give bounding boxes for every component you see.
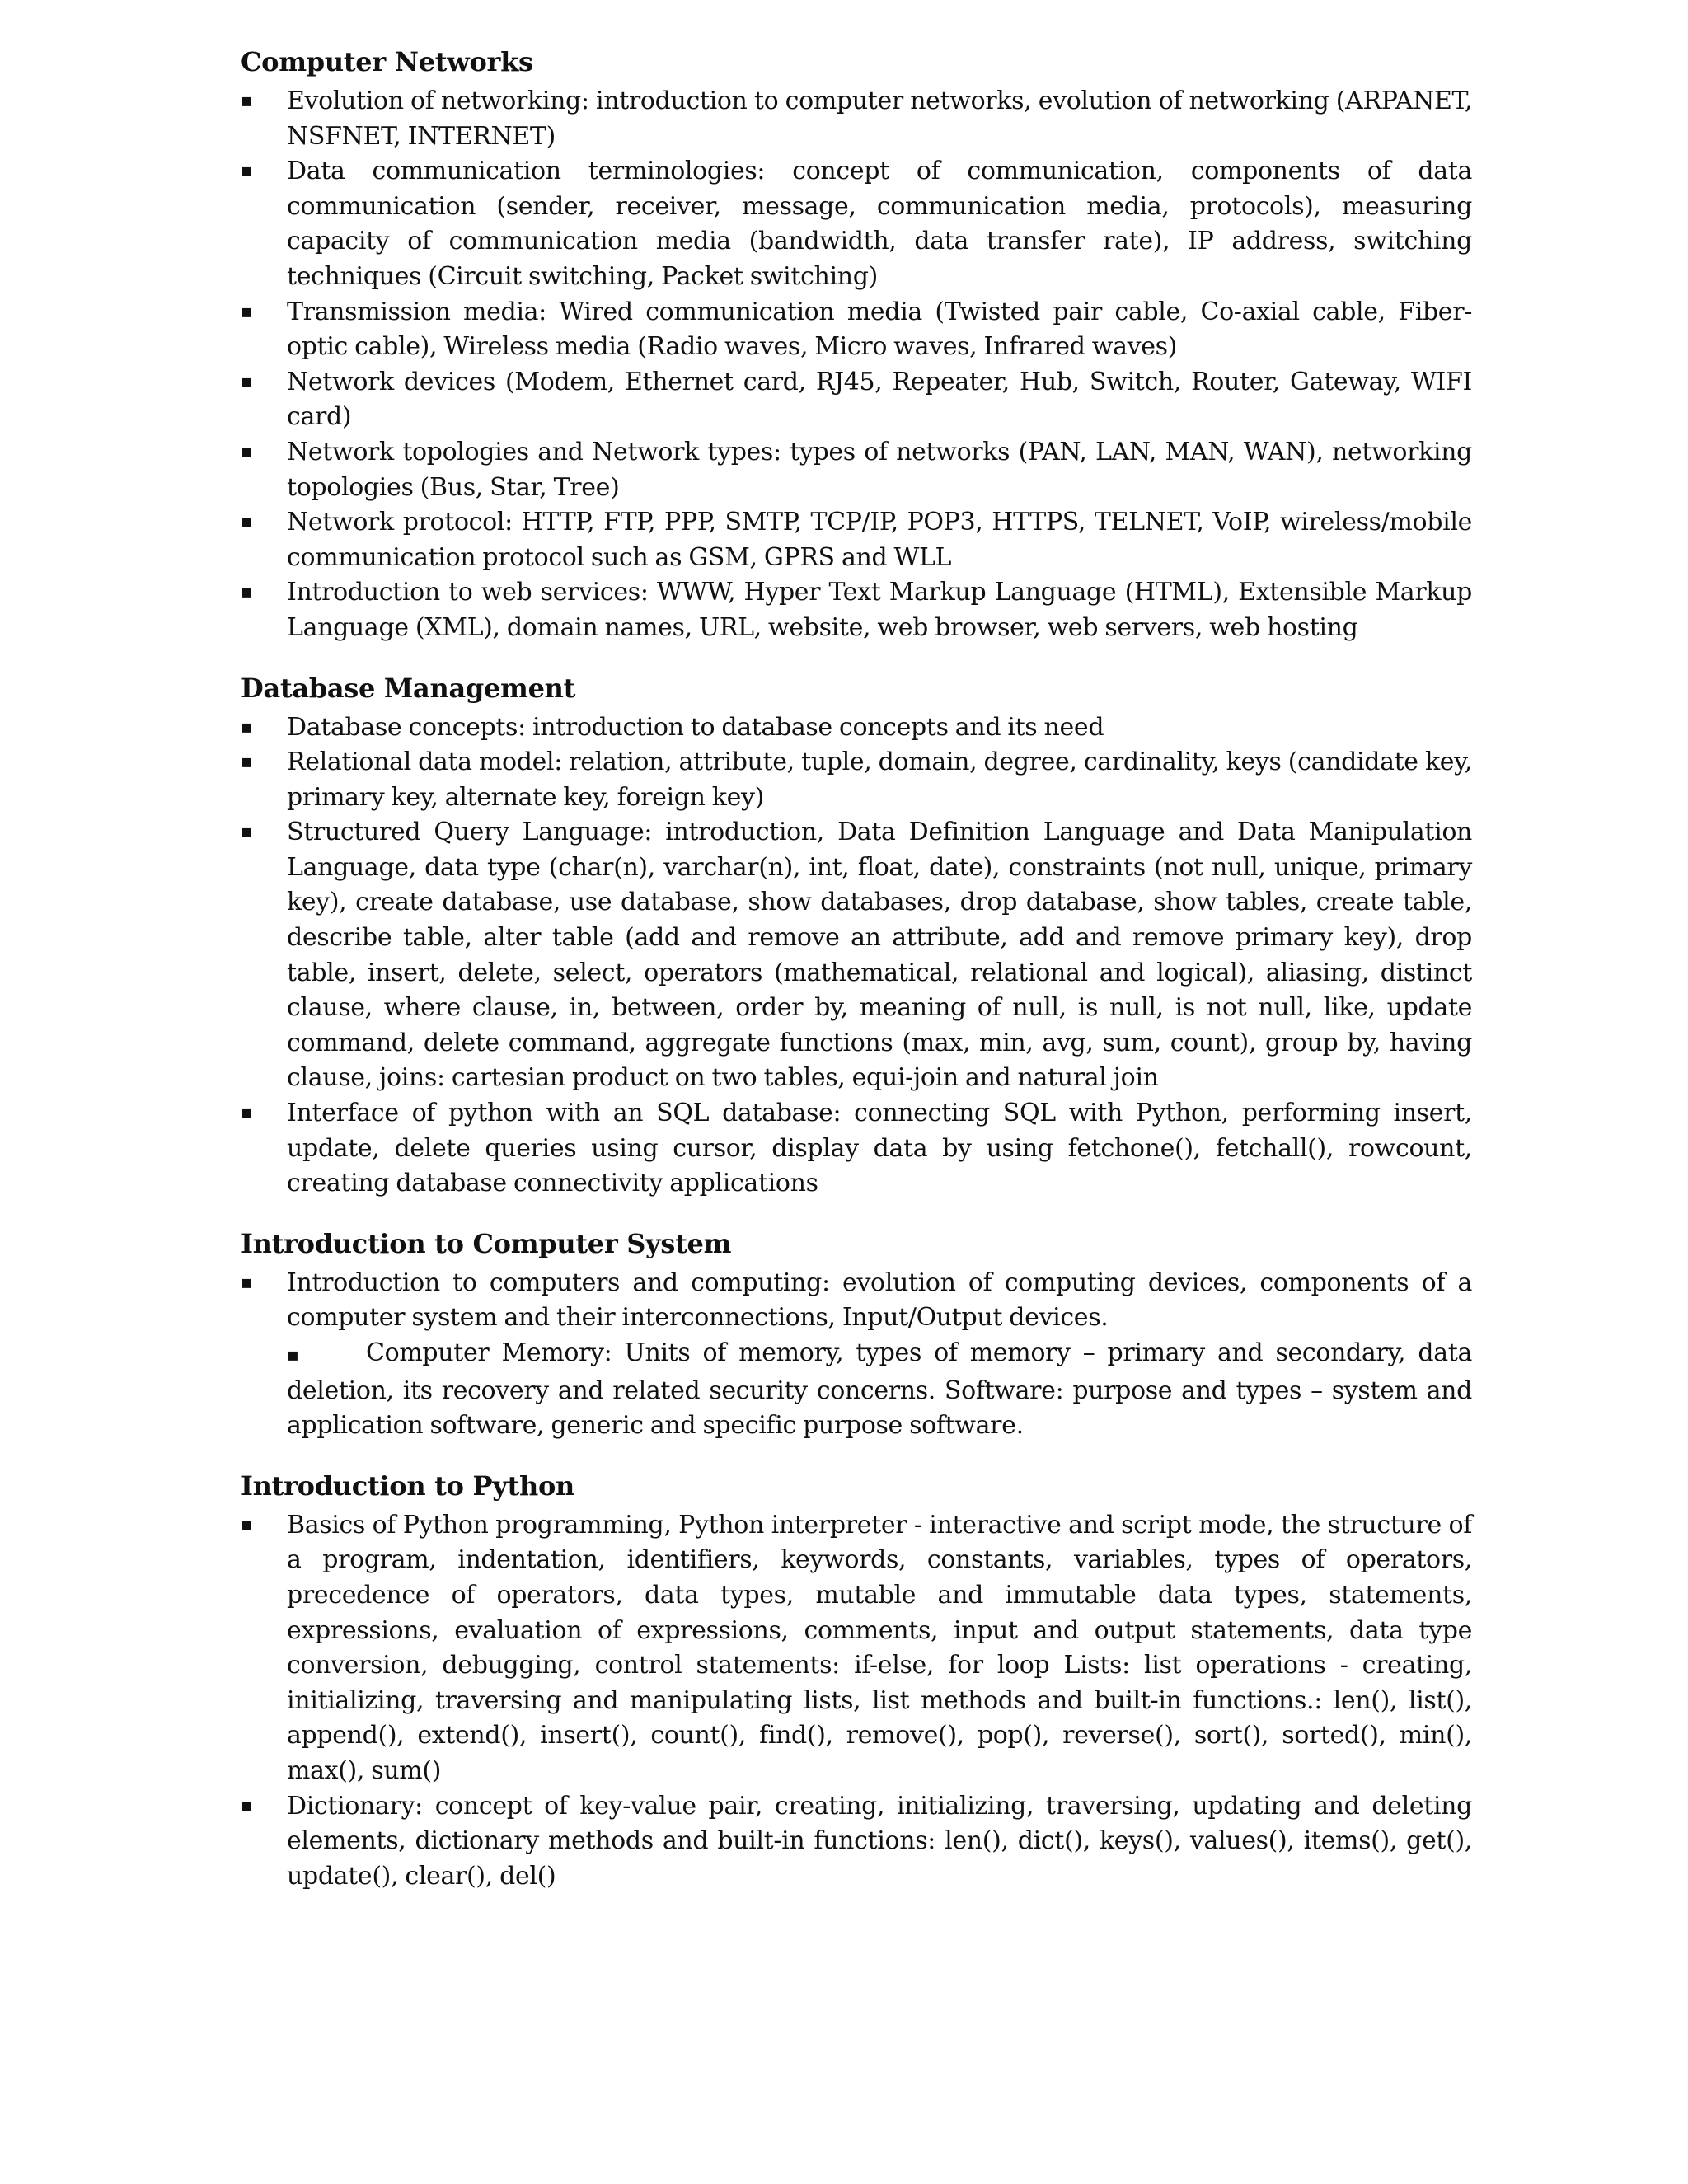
square-bullet-icon: ▪ [241,301,253,322]
square-bullet-icon: ▪ [241,161,253,182]
list-item [241,505,1472,575]
list-item [241,815,1472,1096]
section-title: Introduction to Computer System [241,1227,732,1259]
list-item [241,575,1472,645]
square-bullet-icon: ▪ [241,512,253,533]
list-item-text: Network devices (Modem, Ethernet card, RJ45, Repeater, Hub, Switch, Router, Gateway, WIFI card) [287,367,1472,432]
square-bullet-icon: ▪ [241,1514,253,1535]
list-item-text: Structured Query Language: introduction, Data Definition Language and Data Manipulation Language, data type (char(n), varchar(n), int, float, date), constraints (not null, unique, primary key), create database, use database, show databases, drop database, show tables, create table, describe table, alter table (add and remove an attribute, add and remove primary key), drop table, insert, delete, select, operators (mathematical, relational and logical), aliasing, distinct clause, where clause, in, between, order by, meaning of null, is null, is not null, like, update command, delete command, aggregate functions (max, min, avg, sum, count), group by, having clause, joins: cartesian product on two tables, equi-join and natural join [287,818,1472,1093]
bullet-list [241,1266,1472,1444]
square-bullet-icon: ▪ [241,822,253,843]
list-item-text: Database concepts: introduction to database concepts and its need [287,712,1104,742]
square-bullet-icon: ▪ [241,91,253,111]
list-item-text: Data communication terminologies: concept of communication, components of data communication (sender, receiver, message, communication media, protocols), measuring capacity of communication media (bandwidth, data transfer rate), IP address, switching techniques (Circuit switching, Packet switching) [287,157,1472,291]
nested-item-body [287,1336,1472,1444]
section-computer-system [241,1223,1472,1444]
square-bullet-icon: ▪ [241,371,253,392]
list-item-text: Interface of python with an SQL database: connecting SQL with Python, performing insert, update, delete queries using cursor, display data by using fetchone(), fetchall(), rowcount, creating database connectivity applications [287,1099,1472,1198]
section-title: Introduction to Python [241,1469,575,1502]
bullet-list [241,1508,1472,1895]
list-item-text: Transmission media: Wired communication media (Twisted pair cable, Co-axial cable, Fiber-optic cable), Wireless media (Radio waves, Micro waves, Infrared waves) [287,297,1472,362]
list-item [241,745,1472,815]
square-bullet-icon: ▪ [287,1345,299,1366]
square-bullet-icon: ▪ [241,1795,253,1816]
list-item [241,435,1472,505]
list-item-text: Network protocol: HTTP, FTP, PPP, SMTP, TCP/IP, POP3, HTTPS, TELNET, VoIP, wireless/mobile communication protocol such as GSM, GPRS and WLL [287,508,1472,572]
list-item-text: Introduction to computers and computing: evolution of computing devices, components of a computer system and their interconnections, Input/Output devices. [287,1268,1472,1333]
list-item [241,365,1472,435]
bullet-list [241,84,1472,646]
section-python [241,1465,1472,1895]
square-bullet-icon: ▪ [241,1103,253,1124]
square-bullet-icon: ▪ [241,582,253,603]
section-title: Database Management [241,672,576,704]
list-item [241,84,1472,154]
section-title: Computer Networks [241,46,533,77]
square-bullet-icon: ▪ [241,752,253,773]
list-item-text: Computer Memory: Units of memory, types of memory – primary and secondary, data deletion, its recovery and related security concerns. Software: purpose and types – system and application software, generic and specific purpose software. [287,1338,1472,1441]
list-item-text: Evolution of networking: introduction to computer networks, evolution of networking (ARPANET, NSFNET, INTERNET) [287,87,1472,151]
list-item [241,710,1472,746]
list-item [241,1508,1472,1789]
section-computer-networks [241,41,1472,646]
list-item-text: Basics of Python programming, Python interpreter - interactive and script mode, the structure of a program, indentation, identifiers, keywords, constants, variables, types of operators, precedence of operators, data types, mutable and immutable data types, statements, expressions, evaluation of expressions, comments, input and output statements, data type conversion, debugging, control statements: if-else, for loop Lists: list operations - creating, initializing, traversing and manipulating lists, list methods and built-in functions.: len(), list(), append(), extend(), insert(), count(), find(), remove(), pop(), reverse(), sort(), sorted(), min(), max(), sum() [287,1510,1472,1785]
bullet-list [241,710,1472,1202]
list-item [241,295,1472,365]
list-item [241,154,1472,294]
list-item [241,1266,1472,1336]
nested-list-item [241,1336,1472,1444]
square-bullet-icon: ▪ [241,441,253,462]
list-item [241,1789,1472,1895]
list-item-text: Dictionary: concept of key-value pair, creating, initializing, traversing, updating and deleting elements, dictionary methods and built-in functions: len(), dict(), keys(), values(), items(), get(), update(), clear(), del() [287,1791,1472,1891]
section-database-management [241,668,1472,1202]
list-item-text: Introduction to web services: WWW, Hyper Text Markup Language (HTML), Extensible Markup Language (XML), domain names, URL, website, web browser, web servers, web hosting [287,578,1472,642]
list-item-text: Network topologies and Network types: types of networks (PAN, LAN, MAN, WAN), networking topologies (Bus, Star, Tree) [287,437,1472,502]
square-bullet-icon: ▪ [241,716,253,738]
list-item-text: Relational data model: relation, attribute, tuple, domain, degree, cardinality, keys (candidate key, primary key, alternate key, foreign key) [287,748,1472,812]
list-item [241,1096,1472,1202]
document-page [241,41,1472,1915]
square-bullet-icon: ▪ [241,1272,253,1293]
